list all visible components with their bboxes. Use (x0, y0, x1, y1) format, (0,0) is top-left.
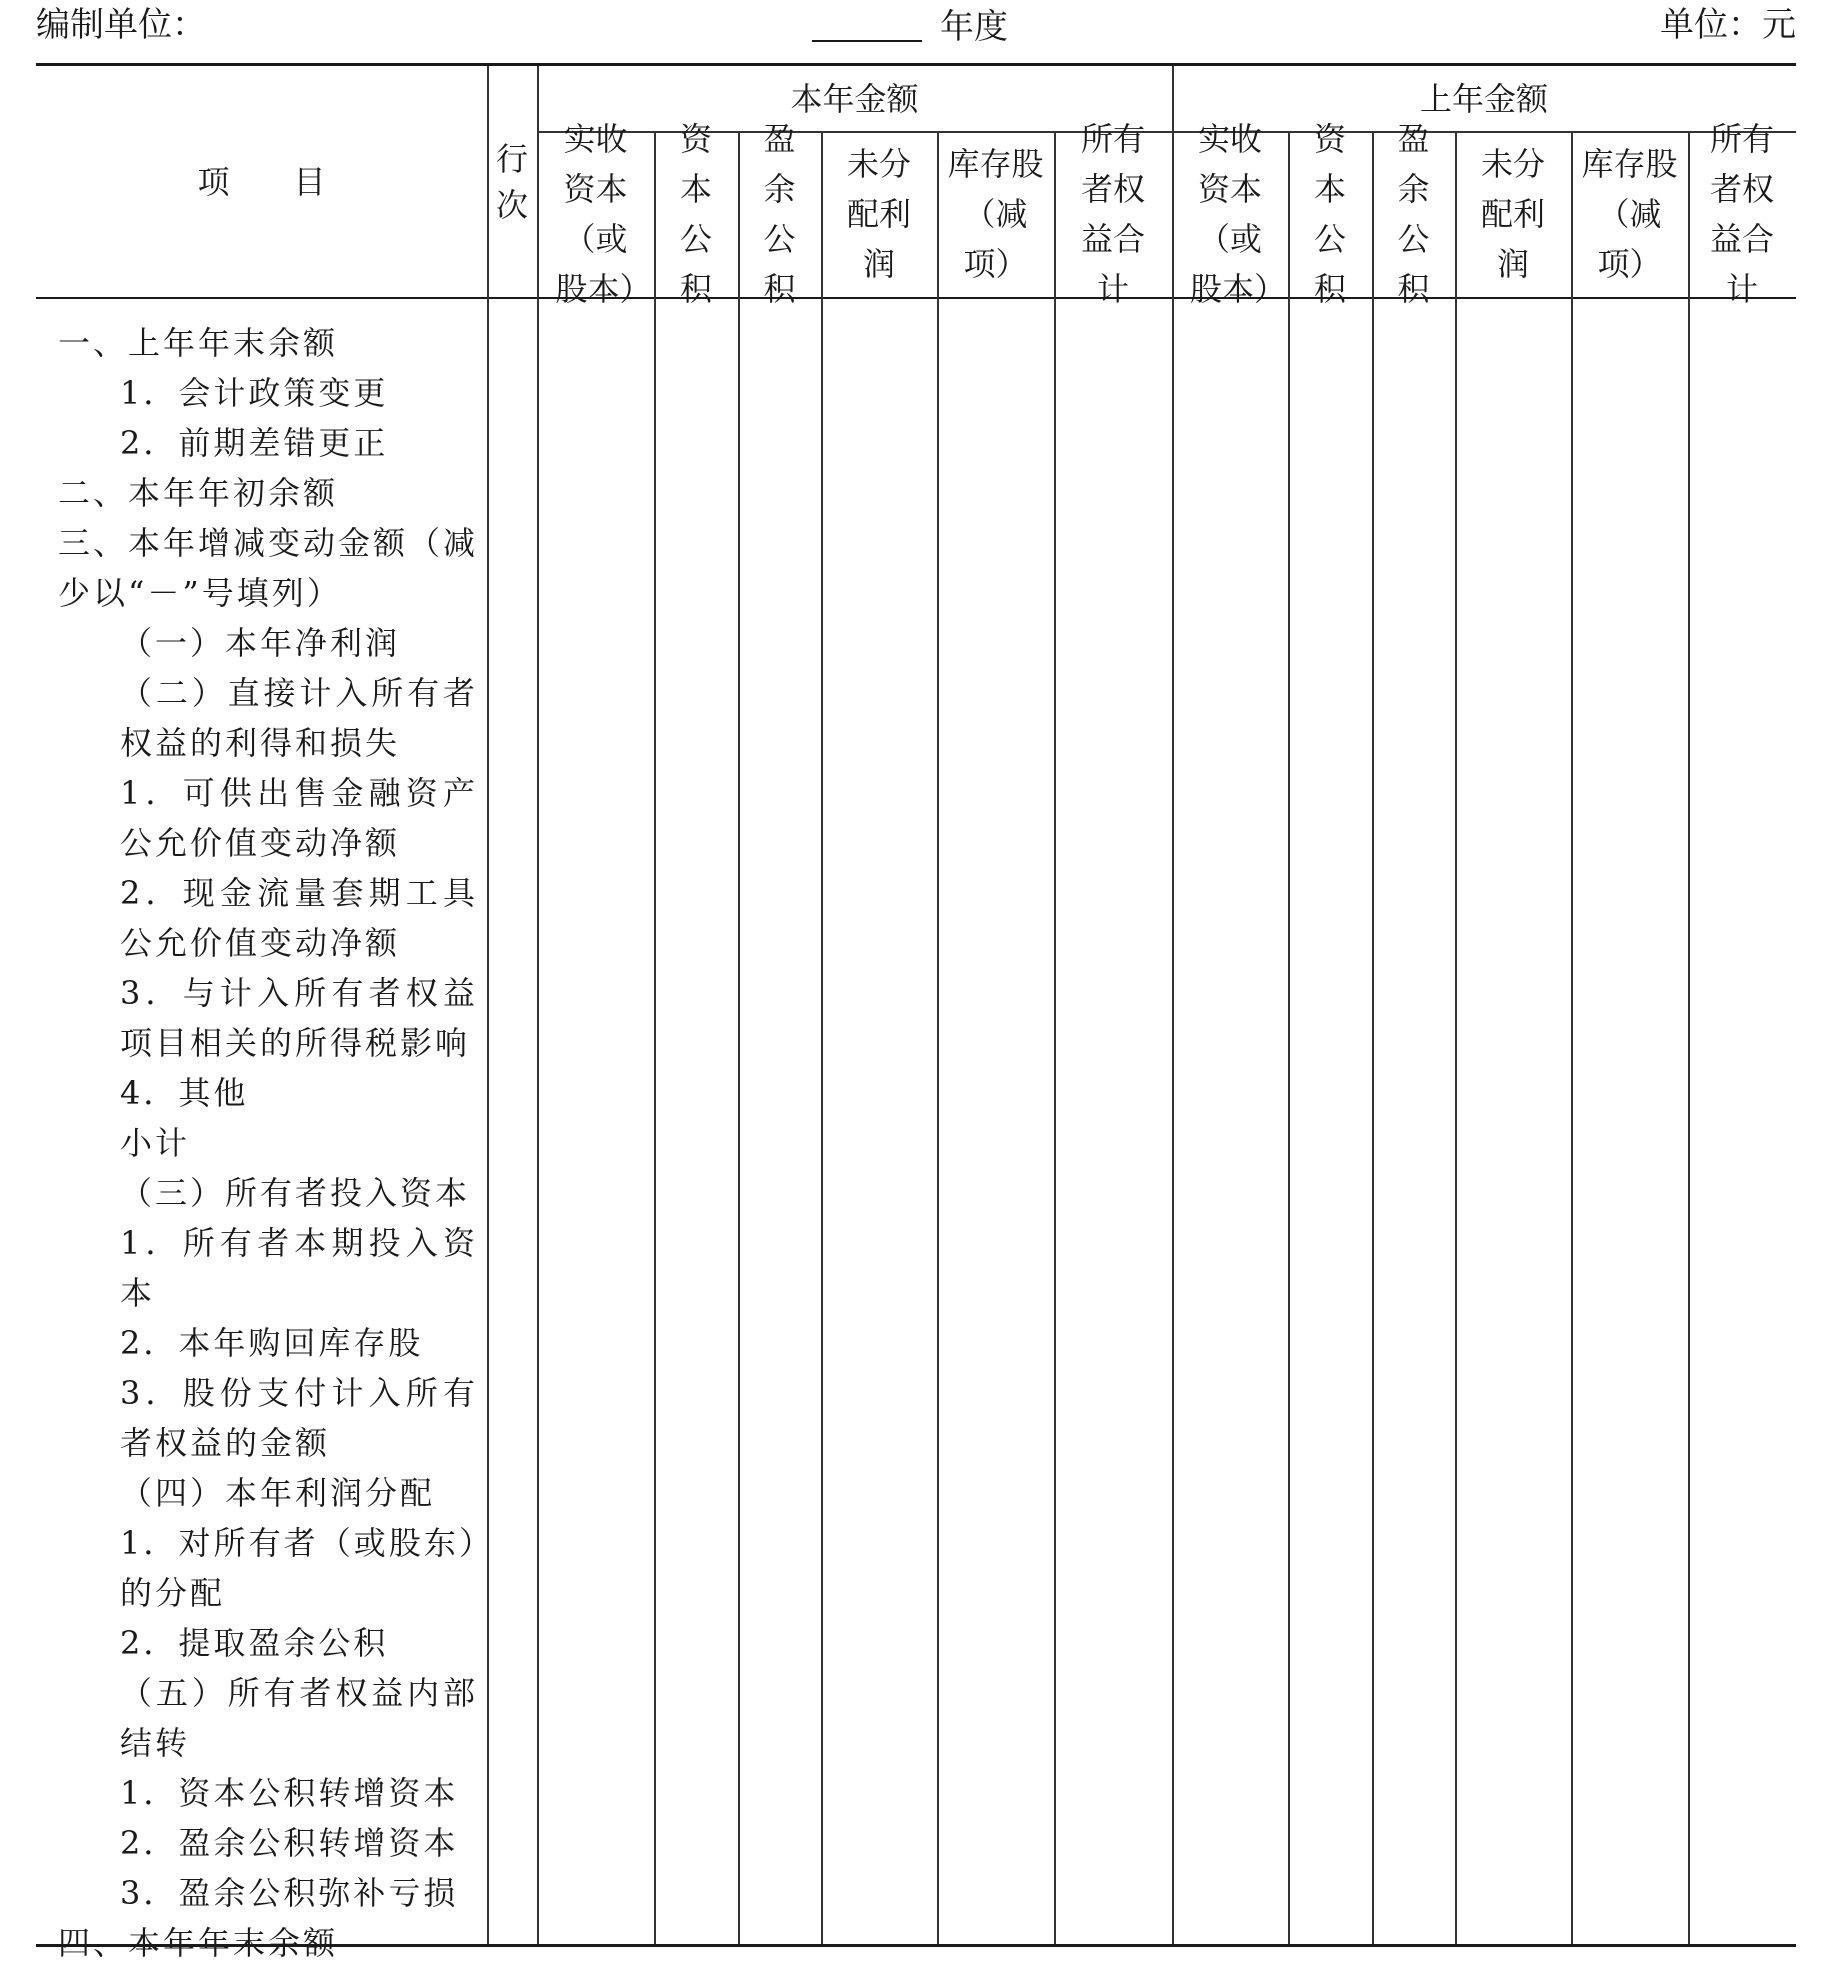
column-line (487, 66, 489, 1944)
statement-row-label: （二）直接计入所有者权益的利得和损失 (120, 674, 478, 762)
column-header: 所有者权益合计 (1080, 120, 1145, 308)
header-bottom-rule (36, 297, 1796, 299)
column-header: 未分配利润 (1480, 145, 1545, 283)
statement-row-label: 小计 (120, 1124, 191, 1162)
statement-row-label: 1．资本公积转增资本 (120, 1774, 459, 1812)
statement-row-label: 1．对所有者（或股东）的分配 (120, 1524, 478, 1612)
column-line (1054, 131, 1056, 1944)
current-year-group-header: 本年金额 (790, 79, 919, 118)
line-number-header: 行次 (495, 139, 528, 224)
statement-row-label: 一、上年年末余额 (58, 324, 339, 362)
statement-row-label: 三、本年增减变动金额（减少以“－”号填列） (58, 524, 479, 612)
statement-row-label: 1．所有者本期投入资本 (120, 1224, 478, 1312)
column-header: 实收资本（或股本） (555, 120, 652, 308)
statement-row-label: 1．可供出售金融资产公允价值变动净额 (120, 774, 478, 862)
column-header: 库存股（减项） (947, 145, 1044, 283)
column-line (654, 131, 656, 1944)
column-line (1455, 131, 1457, 1944)
column-line (937, 131, 939, 1944)
statement-items (58, 318, 478, 1968)
item-column-header: 项 目 (197, 162, 326, 201)
column-header: 未分配利润 (846, 145, 911, 283)
column-header: 资本公积 (1313, 120, 1346, 308)
statement-row-label: 1．会计政策变更 (120, 374, 389, 412)
column-line (1571, 131, 1573, 1944)
statement-row-label: 2．盈余公积转增资本 (120, 1824, 459, 1862)
column-line (1172, 66, 1174, 1944)
compiling-unit-label: 编制单位： (36, 5, 206, 45)
statement-row-label: 3．股份支付计入所有者权益的金额 (120, 1374, 478, 1462)
statement-row-label: 3．与计入所有者权益项目相关的所得税影响 (120, 974, 478, 1062)
column-header: 盈余公积 (1397, 120, 1430, 308)
statement-row-label: 二、本年年初余额 (58, 474, 339, 512)
statement-row-label: （一）本年净利润 (120, 624, 401, 662)
column-line (537, 66, 539, 1944)
previous-year-group-header: 上年金额 (1419, 79, 1548, 118)
column-line (1688, 131, 1690, 1944)
column-line (738, 131, 740, 1944)
statement-row-label: 3．盈余公积弥补亏损 (120, 1874, 459, 1912)
column-header: 所有者权益合计 (1709, 120, 1774, 308)
statement-row-label: 2．现金流量套期工具公允价值变动净额 (120, 874, 478, 962)
statement-row-label: 2．前期差错更正 (120, 424, 389, 462)
column-header: 库存股（减项） (1581, 145, 1678, 283)
column-line (1372, 131, 1374, 1944)
statement-row-label: 2．提取盈余公积 (120, 1624, 389, 1662)
column-header: 资本公积 (679, 120, 712, 308)
fiscal-year-label: 年度 (940, 7, 1008, 47)
column-header: 实收资本（或股本） (1190, 120, 1287, 308)
statement-row-label: 4．其他 (120, 1074, 249, 1112)
currency-unit-label: 单位：元 (1660, 5, 1796, 45)
statement-row-label: （四）本年利润分配 (120, 1474, 436, 1512)
statement-row-label: （三）所有者投入资本 (120, 1174, 471, 1212)
column-header: 盈余公积 (763, 120, 796, 308)
statement-row-label: （五）所有者权益内部结转 (120, 1674, 478, 1762)
column-line (1288, 131, 1290, 1944)
statement-row-label: 2．本年购回库存股 (120, 1324, 424, 1362)
column-line (821, 131, 823, 1944)
fiscal-year (812, 0, 1008, 52)
statement-row-label: 四、本年年末余额 (58, 1924, 339, 1962)
year-blank (812, 0, 922, 42)
